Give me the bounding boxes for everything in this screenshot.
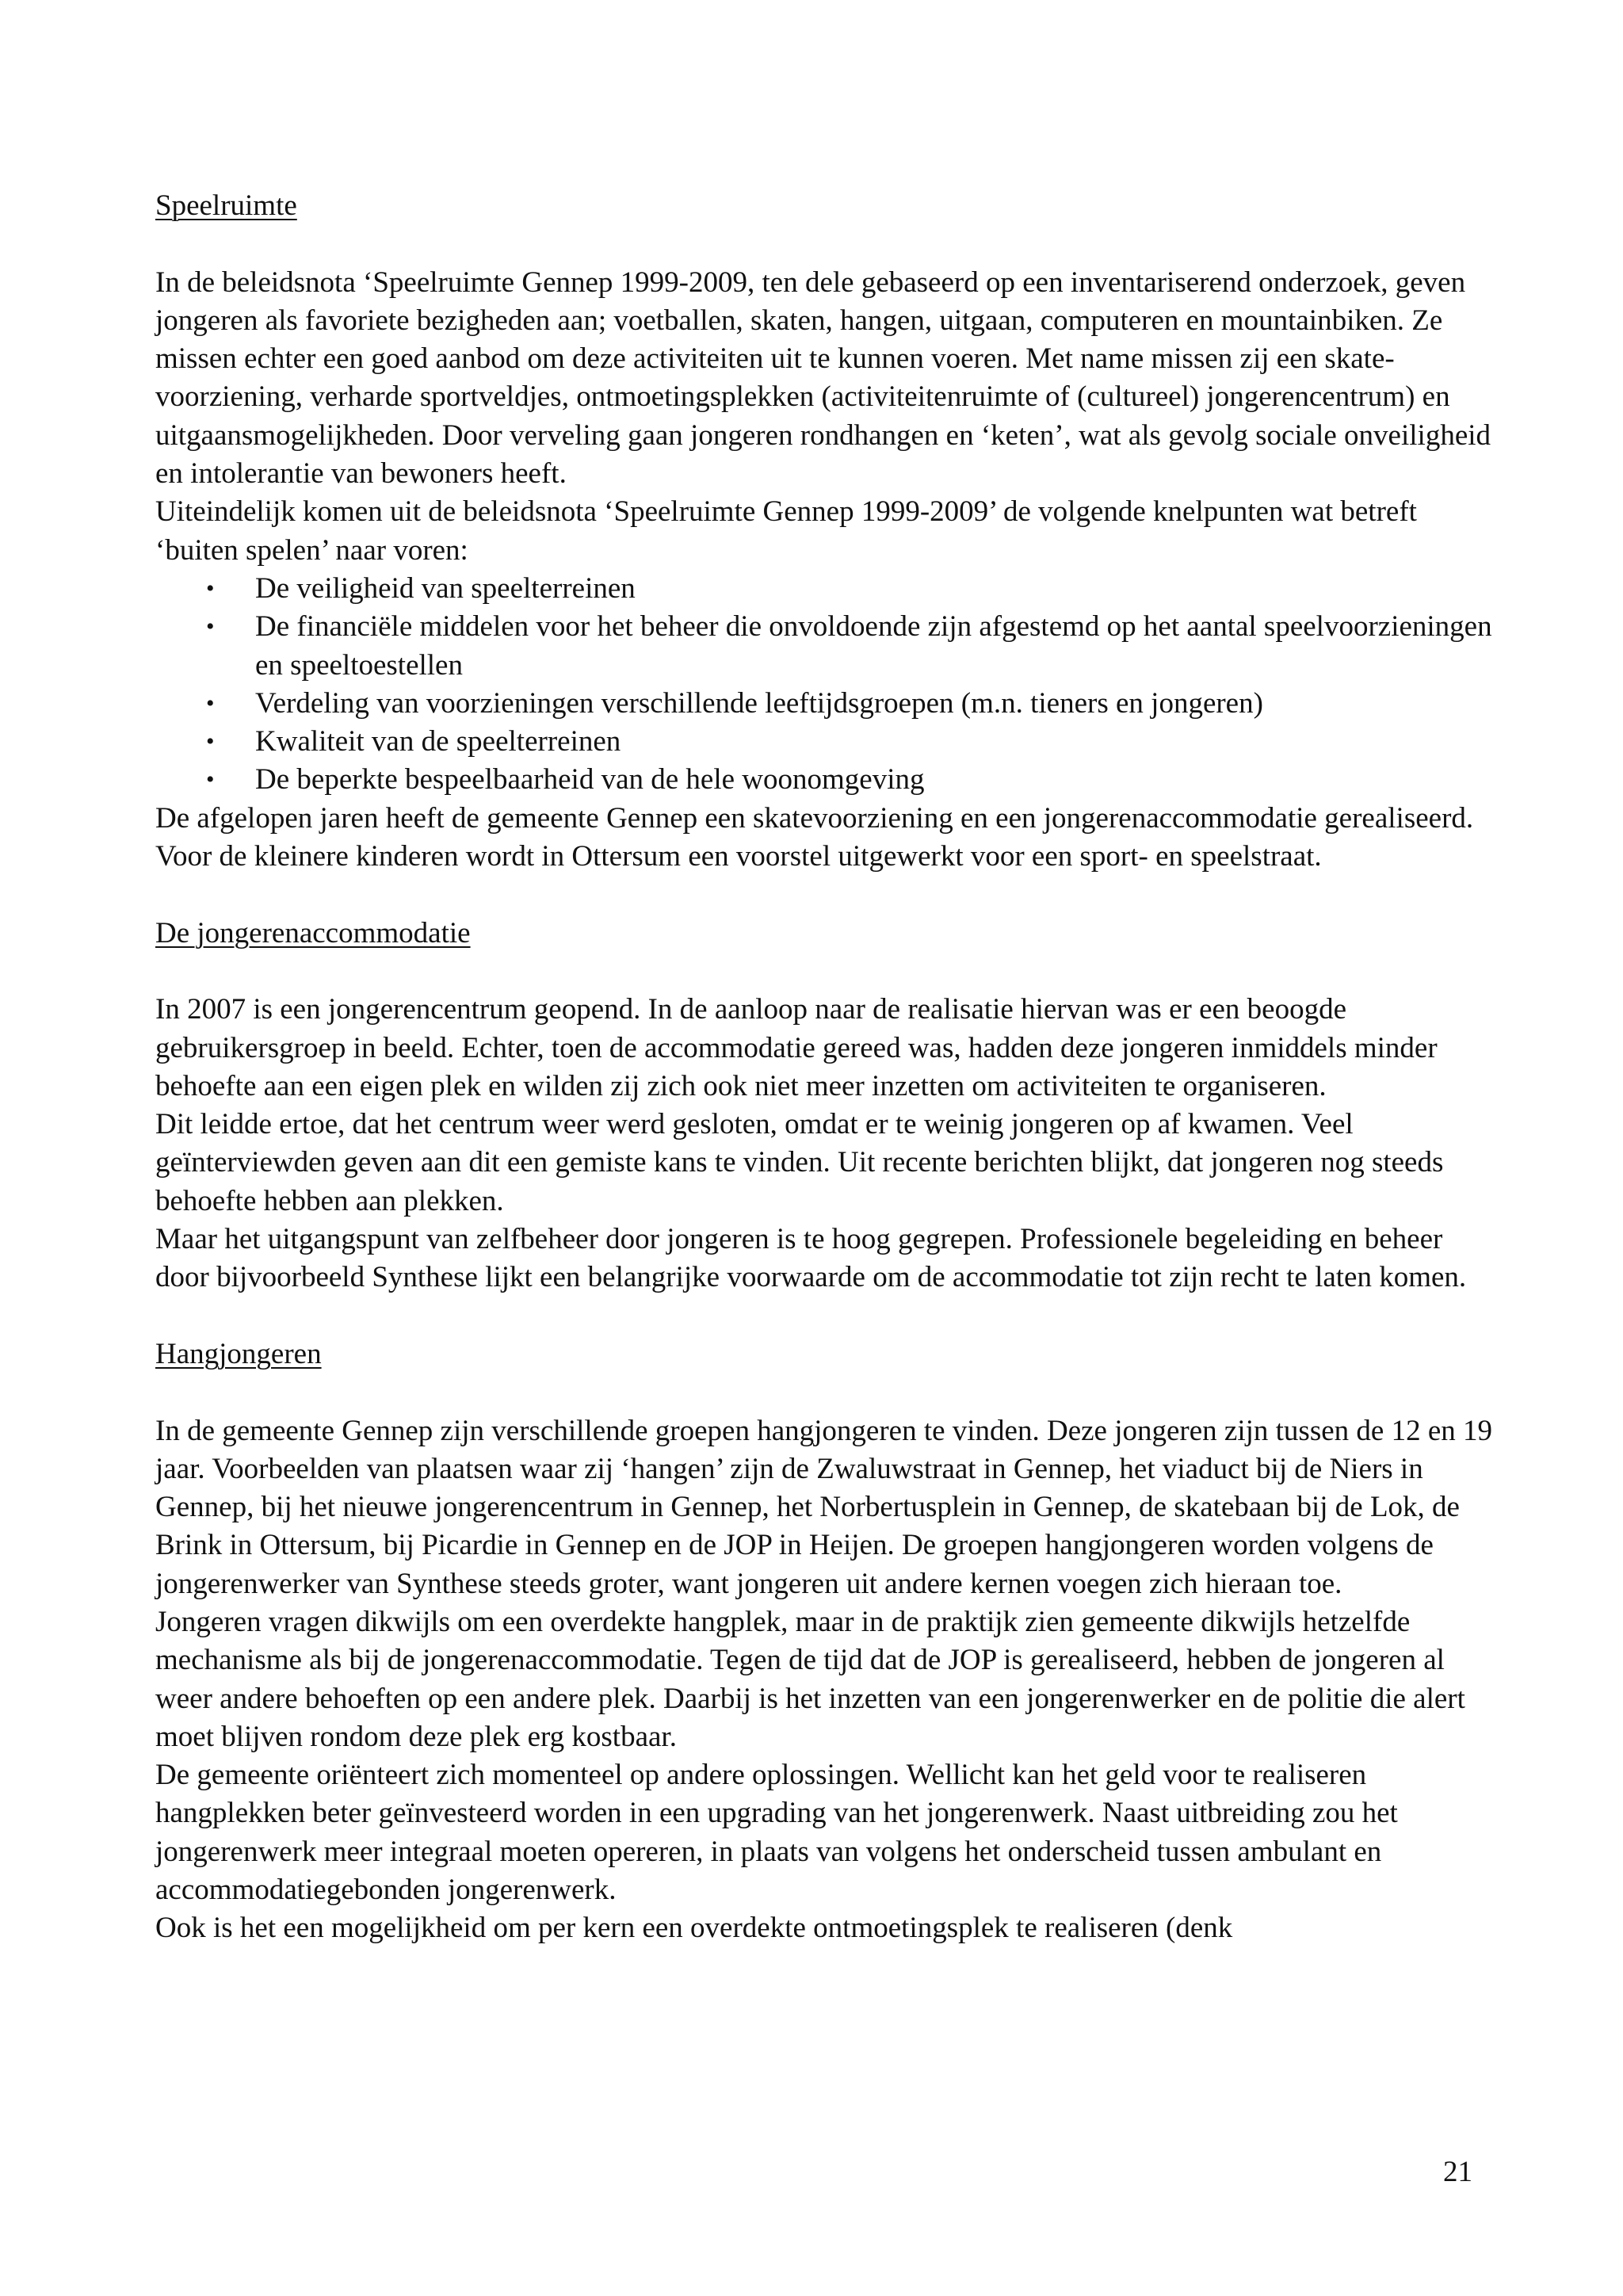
document-page	[155, 187, 1503, 1948]
section-heading-speelruimte: Speelruimte	[155, 189, 297, 222]
page-number: 21	[1443, 2156, 1472, 2188]
paragraph: Ook is het een mogelijkheid om per kern een overdekte ontmoetingsplek te realiseren (denk	[155, 1912, 1233, 1945]
list-item: • Verdeling van voorzieningen verschillende leeftijdsgroepen (m.n. tieners en jongeren)	[155, 685, 1503, 723]
paragraph: Maar het uitgangspunt van zelfbeheer door jongeren is te hoog gegrepen. Professionele begeleiding en beheer door bijvoorbeeld Synthese lijkt een belangrijke voorwaarde om de accommodatie tot zijn recht te laten komen.	[155, 1223, 1467, 1294]
paragraph: Jongeren vragen dikwijls om een overdekte hangplek, maar in de praktijk zien gemeente dikwijls hetzelfde mechanisme als bij de jongerenaccommodatie. Tegen de tijd dat de JOP is gerealiseerd, hebben de jongeren al weer andere behoeften op een andere plek. Daarbij is het inzetten van een jongerenwerker en de politie die alert moet blijven rondom deze plek erg kostbaar.	[155, 1605, 1465, 1753]
paragraph: De gemeente oriënteert zich momenteel op andere oplossingen. Wellicht kan het geld voor te realiseren hangplekken beter geïnvesteerd worden in een upgrading van het jongerenwerk. Naast uitbreiding zou het jongerenwerk meer integraal moeten opereren, in plaats van volgens het onderscheid tussen ambulant en accommodatiegebonden jongerenwerk.	[155, 1759, 1398, 1907]
section-heading-jongerenaccommodatie: De jongerenaccommodatie	[155, 916, 471, 949]
section-heading-hangjongeren: Hangjongeren	[155, 1337, 322, 1370]
list-item: • Kwaliteit van de speelterreinen	[155, 723, 1503, 761]
paragraph: In de beleidsnota ‘Speelruimte Gennep 1999-2009, ten dele gebaseerd op een inventariserend onderzoek, geven jongeren als favoriete bezigheden aan; voetballen, skaten, hangen, uitgaan, computeren en mountainbiken. Ze missen echter een goed aanbod om deze activiteiten uit te kunnen voeren. Met name missen zij een skate-voorziening, verharde sportveldjes, ontmoetingsplekken (activiteitenruimte of (cultureel) jongerencentrum) en uitgaansmogelijkheden. Door verveling gaan jongeren rondhangen en ‘keten’, wat als gevolg sociale onveiligheid en intolerantie van bewoners heeft.	[155, 266, 1491, 491]
knelpunten-list	[155, 570, 1503, 800]
list-item: • De veiligheid van speelterreinen	[155, 570, 1503, 608]
paragraph: Uiteindelijk komen uit de beleidsnota ‘Speelruimte Gennep 1999-2009’ de volgende knelpunten wat betreft ‘buiten spelen’ naar voren:	[155, 495, 1417, 567]
list-item: • De financiële middelen voor het beheer die onvoldoende zijn afgestemd op het aantal speelvoorzieningen en speeltoestellen	[155, 608, 1503, 685]
blank-line	[155, 876, 1503, 914]
paragraph: In de gemeente Gennep zijn verschillende groepen hangjongeren te vinden. Deze jongeren zijn tussen de 12 en 19 jaar. Voorbeelden van plaatsen waar zij ‘hangen’ zijn de Zwaluwstraat in Gennep, het viaduct bij de Niers in Gennep, bij het nieuwe jongerencentrum in Gennep, het Norbertusplein in Gennep, de skatebaan bij de Lok, de Brink in Ottersum, bij Picardie in Gennep en de JOP in Heijen. De groepen hangjongeren worden volgens de jongerenwerker van Synthese steeds groter, want jongeren uit andere kernen voegen zich hieraan toe.	[155, 1414, 1492, 1600]
blank-line	[155, 953, 1503, 991]
paragraph: Dit leidde ertoe, dat het centrum weer werd gesloten, omdat er te weinig jongeren op af kwamen. Veel geïnterviewden geven aan dit een gemiste kans te vinden. Uit recente berichten blijkt, dat jongeren nog steeds behoefte hebben aan plekken.	[155, 1108, 1444, 1217]
list-item: • De beperkte bespeelbaarheid van de hele woonomgeving	[155, 761, 1503, 799]
blank-line	[155, 1373, 1503, 1412]
blank-line	[155, 1297, 1503, 1335]
paragraph: De afgelopen jaren heeft de gemeente Gennep een skatevoorziening en een jongerenaccommodatie gerealiseerd. Voor de kleinere kinderen wordt in Ottersum een voorstel uitgewerkt voor een sport- en speelstraat.	[155, 801, 1474, 873]
paragraph: In 2007 is een jongerencentrum geopend. In de aanloop naar de realisatie hiervan was er een beoogde gebruikersgroep in beeld. Echter, toen de accommodatie gereed was, hadden deze jongeren inmiddels minder behoefte aan een eigen plek en wilden zij zich ook niet meer inzetten om activiteiten te organiseren.	[155, 993, 1438, 1102]
blank-line	[155, 225, 1503, 263]
